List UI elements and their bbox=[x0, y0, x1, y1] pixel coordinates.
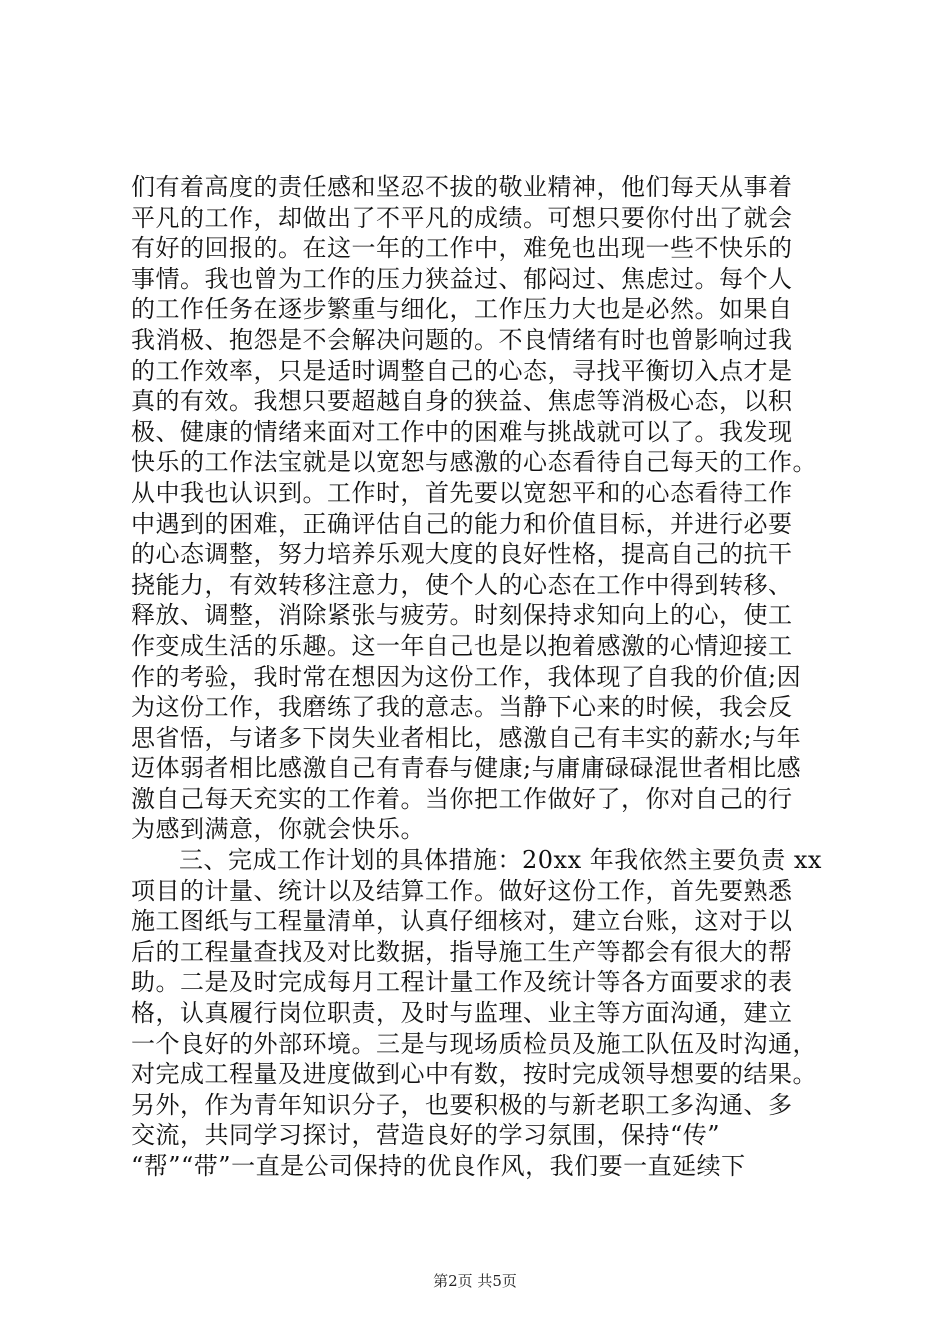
text-line: 激自己每天充实的工作着。当你把工作做好了，你对自己的行 bbox=[131, 784, 793, 813]
section-heading-line: 三、完成工作计划的具体措施：20xx 年我依然主要负责 xx bbox=[179, 846, 822, 875]
text-line: 释放、调整，消除紧张与疲劳。时刻保持求知向上的心，使工 bbox=[131, 601, 793, 630]
text-line: 思省悟，与诸多下岗失业者相比，感激自己有丰实的薪水;与年 bbox=[131, 723, 802, 752]
text-line: 从中我也认识到。工作时，首先要以宽恕平和的心态看待工作 bbox=[131, 478, 793, 507]
text-line: 真的有效。我想只要超越自身的狭益、焦虑等消极心态，以积 bbox=[131, 387, 793, 416]
text-line: 作变成生活的乐趣。这一年自己也是以抱着感激的心情迎接工 bbox=[131, 631, 793, 660]
text-line: 格，认真履行岗位职责，及时与监理、业主等方面沟通，建立 bbox=[131, 999, 793, 1028]
text-line: 迈体弱者相比感激自己有青春与健康;与庸庸碌碌混世者相比感 bbox=[131, 754, 802, 783]
text-line: “帮”“带”一直是公司保持的优良作风，我们要一直延续下 bbox=[131, 1152, 746, 1180]
text-line: 后的工程量查找及对比数据，指导施工生产等都会有很大的帮 bbox=[131, 937, 793, 966]
text-line: 有好的回报的。在这一年的工作中，难免也出现一些不快乐的 bbox=[131, 234, 793, 263]
text-line: 快乐的工作法宝就是以宽恕与感激的心态看待自己每天的工作。 bbox=[131, 448, 817, 477]
text-line: 对完成工程量及进度做到心中有数，按时完成领导想要的结果。 bbox=[131, 1060, 817, 1089]
text-line: 另外，作为青年知识分子，也要积极的与新老职工多沟通、多 bbox=[131, 1090, 793, 1119]
text-line: 项目的计量、统计以及结算工作。做好这份工作，首先要熟悉 bbox=[131, 876, 793, 905]
text-line: 为感到满意，你就会快乐。 bbox=[131, 815, 425, 844]
text-line: 的心态调整，努力培养乐观大度的良好性格，提高自己的抗干 bbox=[131, 540, 793, 569]
document-body bbox=[131, 172, 831, 1182]
text-line: 中遇到的困难，正确评估自己的能力和价值目标，并进行必要 bbox=[131, 509, 793, 538]
text-line: 作的考验，我时常在想因为这份工作，我体现了自我的价值;因 bbox=[131, 662, 802, 691]
text-line: 极、健康的情绪来面对工作中的困难与挑战就可以了。我发现 bbox=[131, 417, 793, 446]
text-line: 交流，共同学习探讨，营造良好的学习氛围，保持“传” bbox=[131, 1121, 721, 1150]
text-line: 助。二是及时完成每月工程计量工作及统计等各方面要求的表 bbox=[131, 968, 793, 997]
text-line: 们有着高度的责任感和坚忍不拔的敬业精神，他们每天从事着 bbox=[131, 173, 793, 201]
text-line: 的工作任务在逐步繁重与细化，工作压力大也是必然。如果自 bbox=[131, 295, 793, 324]
text-line: 施工图纸与工程量清单，认真仔细核对，建立台账，这对于以 bbox=[131, 907, 793, 936]
text-line: 事情。我也曾为工作的压力狭益过、郁闷过、焦虑过。每个人 bbox=[131, 264, 793, 293]
text-line: 我消极、抱怨是不会解决问题的。不良情绪有时也曾影响过我 bbox=[131, 325, 793, 354]
text-line: 一个良好的外部环境。三是与现场质检员及施工队伍及时沟通， bbox=[131, 1029, 817, 1058]
text-line: 为这份工作，我磨练了我的意志。当静下心来的时候，我会反 bbox=[131, 693, 793, 722]
page-number-footer: 第2页 共5页 bbox=[433, 1272, 517, 1290]
text-line: 挠能力，有效转移注意力，使个人的心态在工作中得到转移、 bbox=[131, 570, 793, 599]
text-line: 的工作效率，只是适时调整自己的心态，寻找平衡切入点才是 bbox=[131, 356, 793, 385]
text-line: 平凡的工作，却做出了不平凡的成绩。可想只要你付出了就会 bbox=[131, 203, 793, 232]
